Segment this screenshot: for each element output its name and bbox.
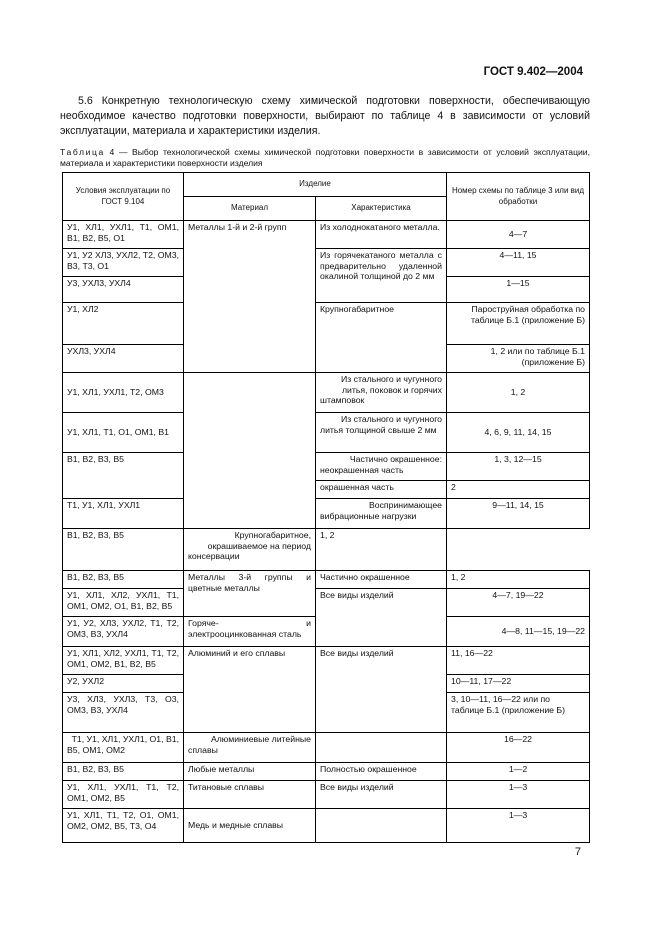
table-row-scheme: 1, 2 <box>447 571 590 589</box>
table-row-scheme: Пароструйная обработка по таблице Б.1 (приложение Б) <box>447 303 590 345</box>
material-empty-cell <box>184 373 316 529</box>
table-row-scheme: 16—22 <box>447 733 590 763</box>
table-row-material: Медь и медные сплавы <box>184 809 316 843</box>
table-row-conditions: У1, У2 ХЛ3, УХЛ2, Т2, ОМ3, В3, Т3, О1 <box>63 249 184 277</box>
table-row-conditions: У1, ХЛ2 <box>63 303 184 345</box>
header-characteristic: Характеристика <box>316 197 447 221</box>
table-row-conditions: Т1, У1, ХЛ1, УХЛ1, О1, В1, В5, ОМ1, ОМ2 <box>63 733 184 763</box>
table-row-conditions: У1, ХЛ1, УХЛ1, Т1, Т2, ОМ1, ОМ2, В5 <box>63 781 184 809</box>
table-row-scheme: 1, 2 <box>447 373 590 413</box>
table-row-characteristic: Из стального и чугунного литья, поковок и горячих штамповок <box>316 373 447 413</box>
table-row-characteristic: Из стального и чугунного литья толщиной свыше 2 мм <box>316 413 447 453</box>
table-row-scheme: 11, 16—22 <box>447 647 590 675</box>
caption-text: 4 — Выбор технологической схемы химической подготовки поверхности в зависимости от условий эксплуатации, материала и характеристики поверхности изделия <box>60 147 590 168</box>
table-row-characteristic: Воспринимающее вибрационные нагрузки <box>316 499 447 529</box>
table-row-conditions: В1, В2, В3, В5 <box>63 529 184 571</box>
table-row-conditions: Т1, У1, ХЛ1, УХЛ1 <box>63 499 184 529</box>
table-row-conditions: У1, У2, ХЛ3, УХЛ2, Т1, Т2, ОМ3, В3, УХЛ4 <box>63 617 184 647</box>
table-row-material: Горяче- и электрооцинкованная сталь <box>184 617 316 647</box>
table-row-conditions: У3, УХЛ3, УХЛ4 <box>63 277 184 303</box>
table-row-scheme: 1, 2 <box>316 529 447 571</box>
scheme-table <box>62 172 590 843</box>
table-row-characteristic: Крупногабаритное, окрашиваемое на период консервации <box>184 529 316 571</box>
table-row-material: Алюминий и его сплавы <box>184 647 316 733</box>
table-row-conditions: В1, В2, В3, В5 <box>63 453 184 499</box>
characteristic-empty-cell <box>316 809 447 843</box>
header-conditions: Условия эксплуатации по ГОСТ 9.104 <box>63 173 184 221</box>
table-row-scheme: 2 <box>447 481 590 499</box>
header-scheme: Номер схемы по таблице 3 или вид обработки <box>447 173 590 221</box>
caption-label: Таблица <box>60 147 105 157</box>
table-row-characteristic: Частично окрашенное: неокрашенная часть <box>316 453 447 481</box>
table-row-scheme: 4, 6, 9, 11, 14, 15 <box>447 413 590 453</box>
header-product: Изделие <box>184 173 447 197</box>
table-row-characteristic: Полностью окрашенное <box>316 763 447 781</box>
table-row-characteristic: Из горячекатаного металла с предварительно удаленной окалиной толщиной до 2 мм <box>316 249 447 303</box>
table-row-characteristic: Все виды изделий <box>316 647 447 733</box>
table-row-characteristic: Крупногабаритное <box>316 303 447 373</box>
table-row-scheme: 4—7, 19—22 <box>447 589 590 617</box>
table-row-scheme: 3, 10—11, 16—22 или по таблице Б.1 (приложение Б) <box>447 693 590 733</box>
table-row-conditions: УХЛ3, УХЛ4 <box>63 345 184 373</box>
table-row-conditions: У1, ХЛ1, ХЛ2, УХЛ1, Т1, ОМ1, ОМ2, О1, В1, В2, В5 <box>63 589 184 617</box>
characteristic-empty-cell <box>316 733 447 763</box>
table-row-conditions: В1, В2, В3, В5 <box>63 763 184 781</box>
table-row-material: Любые металлы <box>184 763 316 781</box>
page-number: 7 <box>574 846 581 858</box>
table-row-scheme: 1—15 <box>447 277 590 303</box>
table-row-scheme: 1—3 <box>447 809 590 843</box>
table-row-conditions: У2, УХЛ2 <box>63 675 184 693</box>
section-paragraph: 5.6 Конкретную технологическую схему химической подготовки поверхности, обеспечивающую необходимое качество подготовки поверхности, выбирают по таблице 4 в зависимости от условий эксплуатации, материала и характеристики изделия. <box>60 95 590 137</box>
table-row-scheme: 1—3 <box>447 781 590 809</box>
table-row-scheme: 4—8, 11—15, 19—22 <box>447 617 590 647</box>
table-row-conditions: В1, В2, В3, В5 <box>63 571 184 589</box>
table-row-scheme: 1—2 <box>447 763 590 781</box>
table-row-characteristic: Все виды изделий <box>316 589 447 647</box>
table-row-characteristic: Все виды изделий <box>316 781 447 809</box>
table-row-scheme: 4—11, 15 <box>447 249 590 277</box>
table-row-scheme: 1, 2 или по таблице Б.1 (приложение Б) <box>447 345 590 373</box>
table-caption <box>60 147 590 169</box>
table-row-material: Металлы 3-й группы и цветные металлы <box>184 571 316 617</box>
table-row-conditions: У1, ХЛ1, Т1, Т2, О1, ОМ1, ОМ2, ОМ2, В5, Т3, О4 <box>63 809 184 843</box>
table-row-conditions: У1, ХЛ1, Т1, О1, ОМ1, В1 <box>63 413 184 453</box>
header-material: Материал <box>184 197 316 221</box>
table-row-material: Титановые сплавы <box>184 781 316 809</box>
table-row-material: Алюминиевые литейные сплавы <box>184 733 316 763</box>
table-row-material: Металлы 1-й и 2-й групп <box>184 221 316 373</box>
table-row-characteristic: Частично окрашенное <box>316 571 447 589</box>
table-row-scheme: 4—7 <box>447 221 590 249</box>
table-row-characteristic: окрашенная часть <box>316 481 447 499</box>
table-row-scheme: 10—11, 17—22 <box>447 675 590 693</box>
table-row-conditions: У1, ХЛ1, ХЛ2, УХЛ1, Т1, Т2, ОМ1, ОМ2, В1, В2, В5 <box>63 647 184 675</box>
table-row-characteristic: Из холоднокатаного металла. <box>316 221 447 249</box>
table-row-conditions: У3, ХЛ3, УХЛ3, Т3, О3, ОМ3, В3, УХЛ4 <box>63 693 184 733</box>
table-row-scheme: 9—11, 14, 15 <box>447 499 590 529</box>
table-row-scheme: 1, 3, 12—15 <box>447 453 590 481</box>
table-row-conditions: У1, ХЛ1, УХЛ1, Т2, ОМ3 <box>63 373 184 413</box>
document-code: ГОСТ 9.402—2004 <box>483 66 583 78</box>
table-row-conditions: У1, ХЛ1, УХЛ1, Т1, ОМ1, В1, В2, В5, О1 <box>63 221 184 249</box>
